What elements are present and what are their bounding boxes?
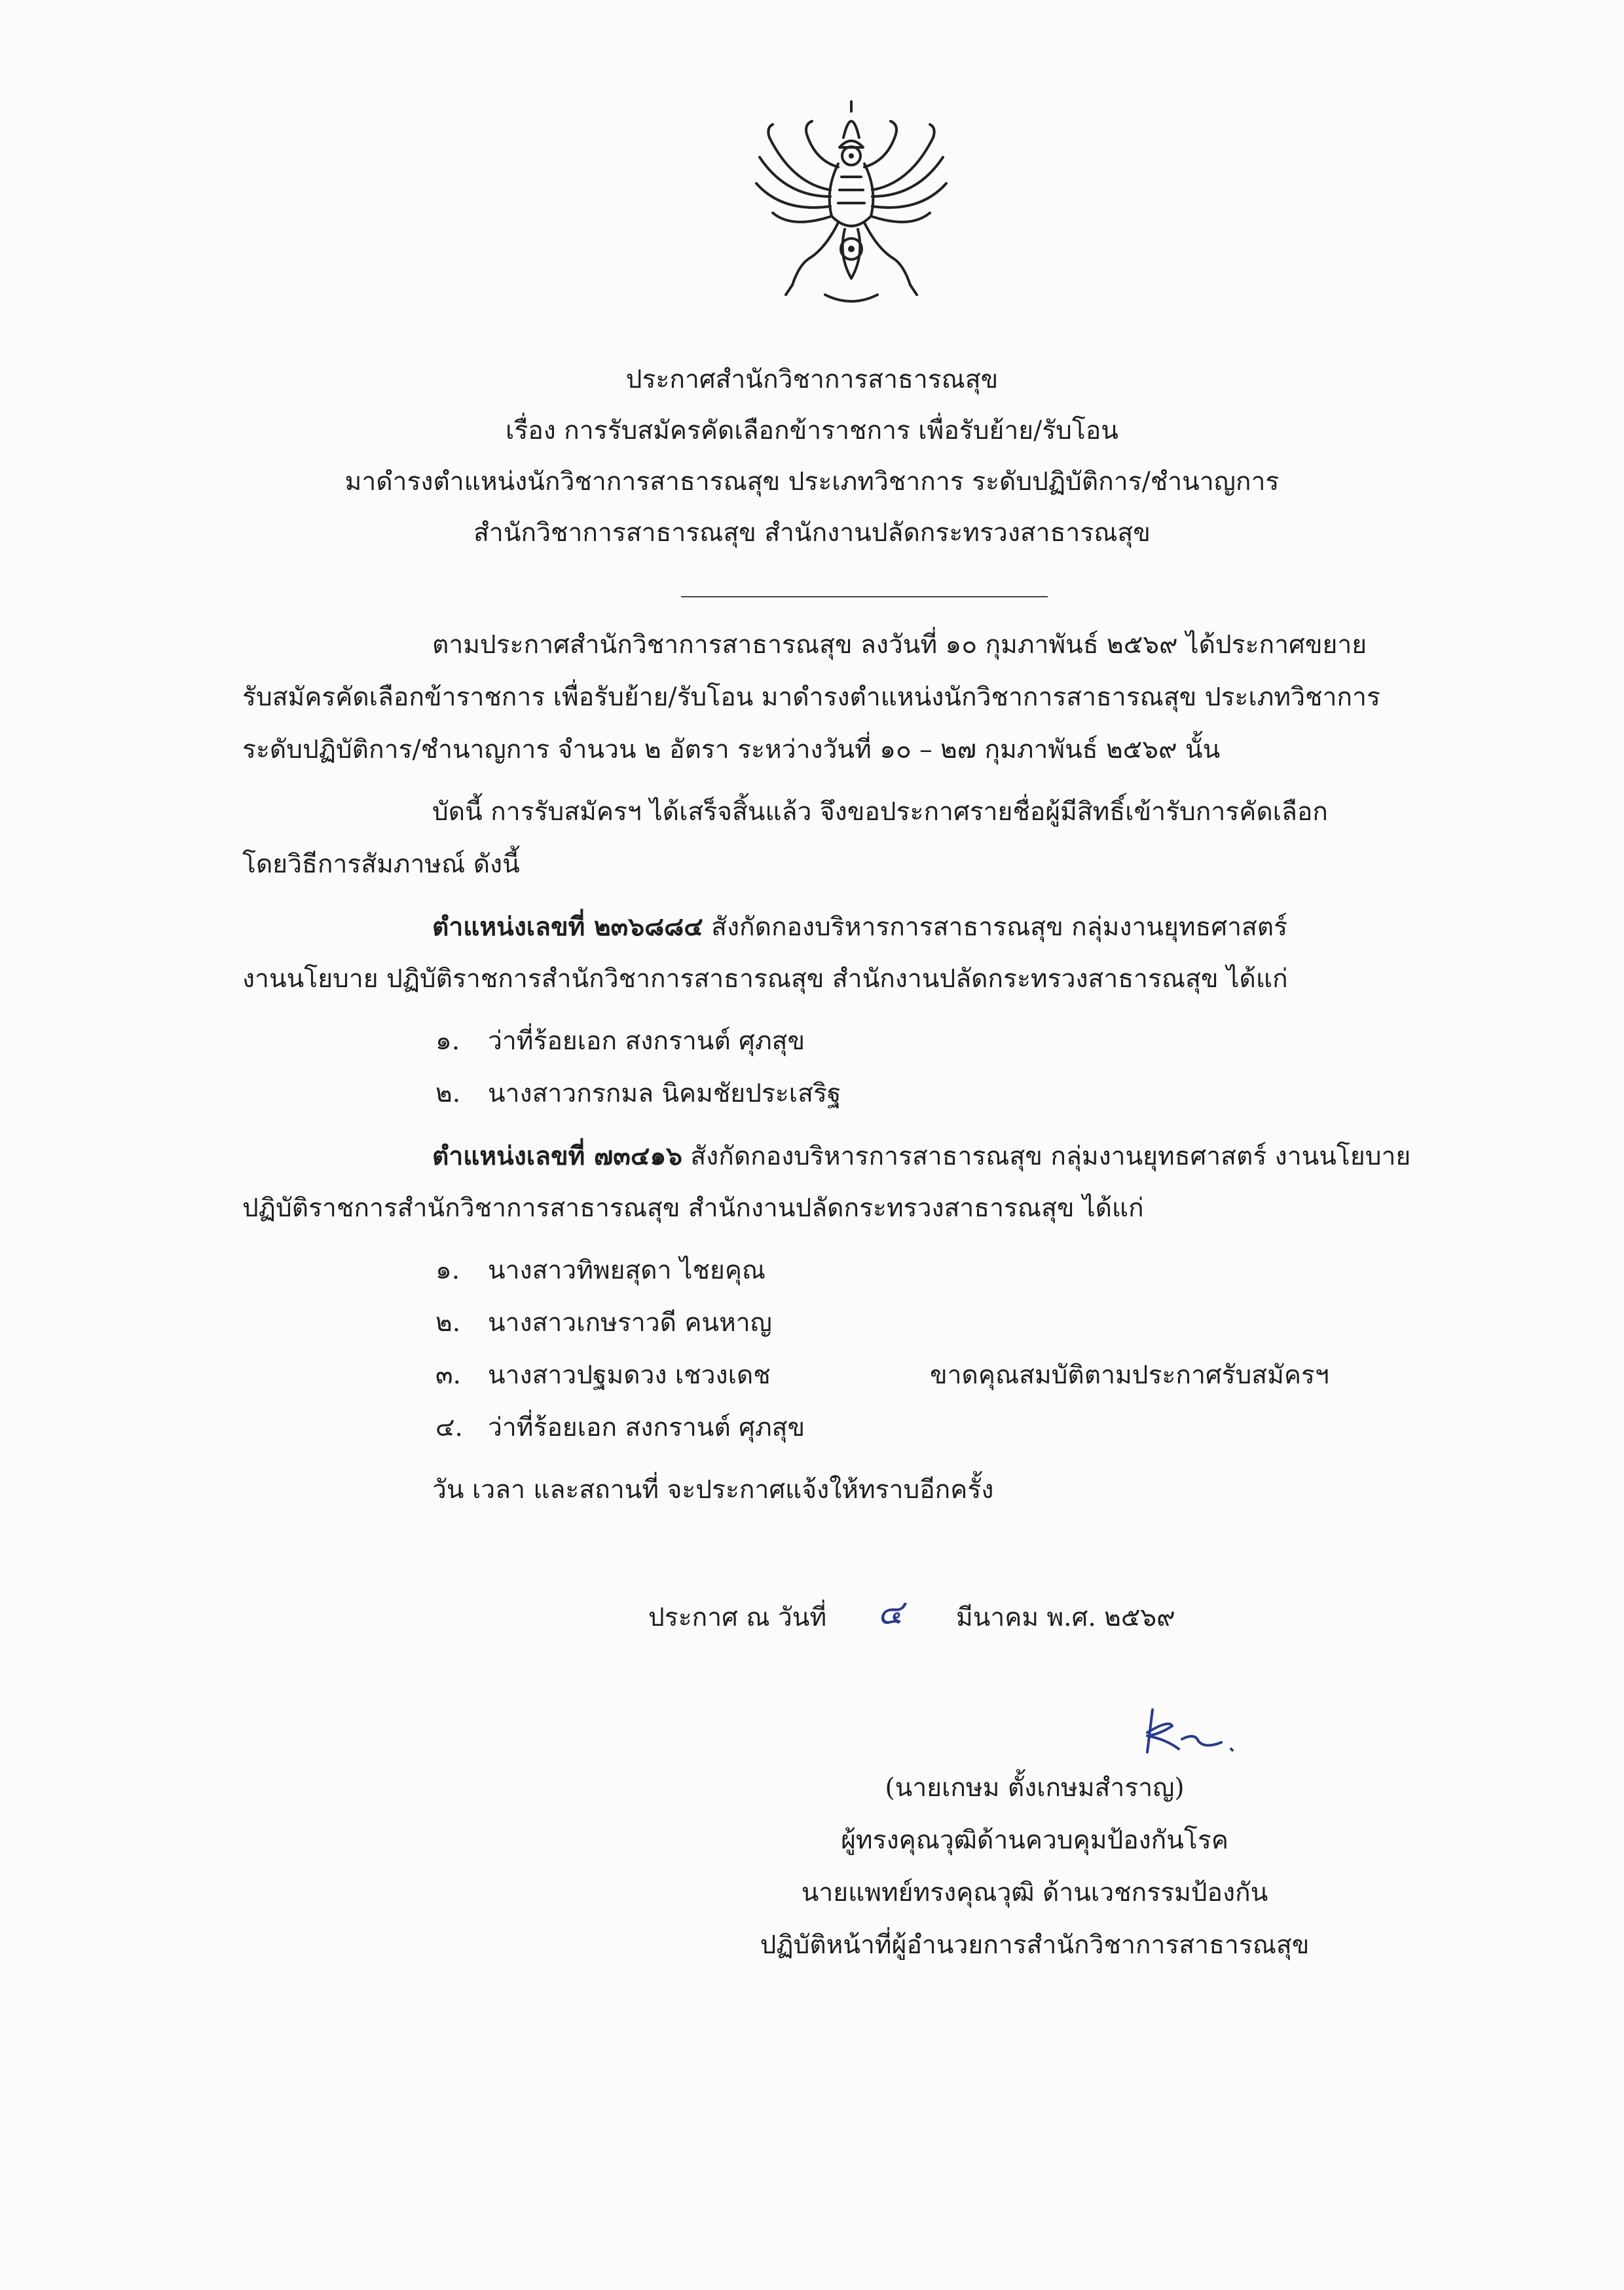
position-1-line-2: งานนโยบาย ปฏิบัติราชการสำนักวิชาการสาธารณสุข สำนักงานปลัดกระทรวงสาธารณสุข ได้แก่ [242, 964, 1288, 994]
announcement-title: ประกาศสำนักวิชาการสาธารณสุข [625, 365, 999, 394]
agency-line: สำนักวิชาการสาธารณสุข สำนักงานปลัดกระทรวงสาธารณสุข [473, 518, 1151, 548]
intro-line-3: ระดับปฏิบัติการ/ชำนาญการ จำนวน ๒ อัตรา ระหว่างวันที่ ๑๐ – ๒๗ กุมภาพันธ์ ๒๕๖๙ นั้น [242, 735, 1221, 764]
signatory-title-2: นายแพทย์ทรงคุณวุฒิ ด้านเวชกรรมป้องกัน [801, 1878, 1268, 1907]
candidate-number: ๑. [435, 1026, 460, 1056]
signatory-name: (นายเกษม ตั้งเกษมสำราญ) [885, 1773, 1185, 1803]
position-2-label: ตำแหน่งเลขที่ ๗๓๔๑๖ [432, 1141, 682, 1171]
position-2-line-1-rest: สังกัดกองบริหารการสาธารณสุข กลุ่มงานยุทธศาสตร์ งานนโยบาย [682, 1142, 1411, 1171]
candidate-name: นางสาวกรกมล นิคมชัยประเสริฐ [488, 1079, 841, 1108]
signature-icon [1133, 1703, 1257, 1762]
date-day-handwritten: ๔ [877, 1593, 904, 1632]
candidate-number: ๓. [435, 1361, 462, 1390]
now-line-1: บัดนี้ การรับสมัครฯ ได้เสร็จสิ้นแล้ว จึงขอประกาศรายชื่อผู้มีสิทธิ์เข้ารับการคัดเลือก [432, 797, 1328, 827]
candidate-name: นางสาวเกษราวดี คนหาญ [488, 1308, 772, 1338]
candidate-number: ๒. [435, 1079, 461, 1108]
closing-line: วัน เวลา และสถานที่ จะประกาศแจ้งให้ทราบอีกครั้ง [432, 1475, 994, 1505]
now-line-2: โดยวิธีการสัมภาษณ์ ดังนี้ [242, 850, 520, 879]
candidate-note: ขาดคุณสมบัติตามประกาศรับสมัครฯ [930, 1361, 1329, 1390]
position-1-line-1-rest: สังกัดกองบริหารการสาธารณสุข กลุ่มงานยุทธศาสตร์ [703, 912, 1288, 942]
candidate-number: ๑. [435, 1256, 460, 1285]
intro-line-2: รับสมัครคัดเลือกข้าราชการ เพื่อรับย้าย/รับโอน มาดำรงตำแหน่งนักวิชาการสาธารณสุข ประเภทวิชาการ [242, 683, 1380, 712]
date-suffix: มีนาคม พ.ศ. ๒๕๖๙ [956, 1603, 1175, 1632]
position-title-line: มาดำรงตำแหน่งนักวิชาการสาธารณสุข ประเภทวิชาการ ระดับปฏิบัติการ/ชำนาญการ [344, 467, 1280, 497]
signatory-title-1: ผู้ทรงคุณวุฒิด้านควบคุมป้องกันโรค [841, 1826, 1228, 1855]
candidate-number: ๔. [435, 1413, 463, 1442]
position-2-line-1 [432, 1136, 1411, 1176]
subject-line: เรื่อง การรับสมัครคัดเลือกข้าราชการ เพื่อรับย้าย/รับโอน [506, 416, 1118, 445]
position-1-label: ตำแหน่งเลขที่ ๒๓๖๘๘๔ [432, 912, 703, 942]
signatory-title-3: ปฏิบัติหน้าที่ผู้อำนวยการสำนักวิชาการสาธารณสุข [760, 1930, 1310, 1960]
intro-line-1: ตามประกาศสำนักวิชาการสาธารณสุข ลงวันที่ ๑๐ กุมภาพันธ์ ๒๕๖๙ ได้ประกาศขยาย [432, 630, 1367, 660]
candidate-name: นางสาวปฐมดวง เชวงเดช [488, 1361, 771, 1390]
position-1-line-1 [432, 907, 1287, 947]
date-prefix: ประกาศ ณ วันที่ [648, 1603, 827, 1632]
candidate-number: ๒. [435, 1308, 461, 1338]
garuda-emblem-icon [747, 98, 956, 314]
candidate-name: ว่าที่ร้อยเอก สงกรานต์ ศุภสุข [488, 1026, 805, 1056]
candidate-name: นางสาวทิพยสุดา ไชยคุณ [488, 1256, 766, 1285]
candidate-name: ว่าที่ร้อยเอก สงกรานต์ ศุภสุข [488, 1413, 805, 1442]
header-divider [681, 596, 1048, 597]
position-2-line-2: ปฏิบัติราชการสำนักวิชาการสาธารณสุข สำนักงานปลัดกระทรวงสาธารณสุข ได้แก่ [242, 1193, 1144, 1223]
